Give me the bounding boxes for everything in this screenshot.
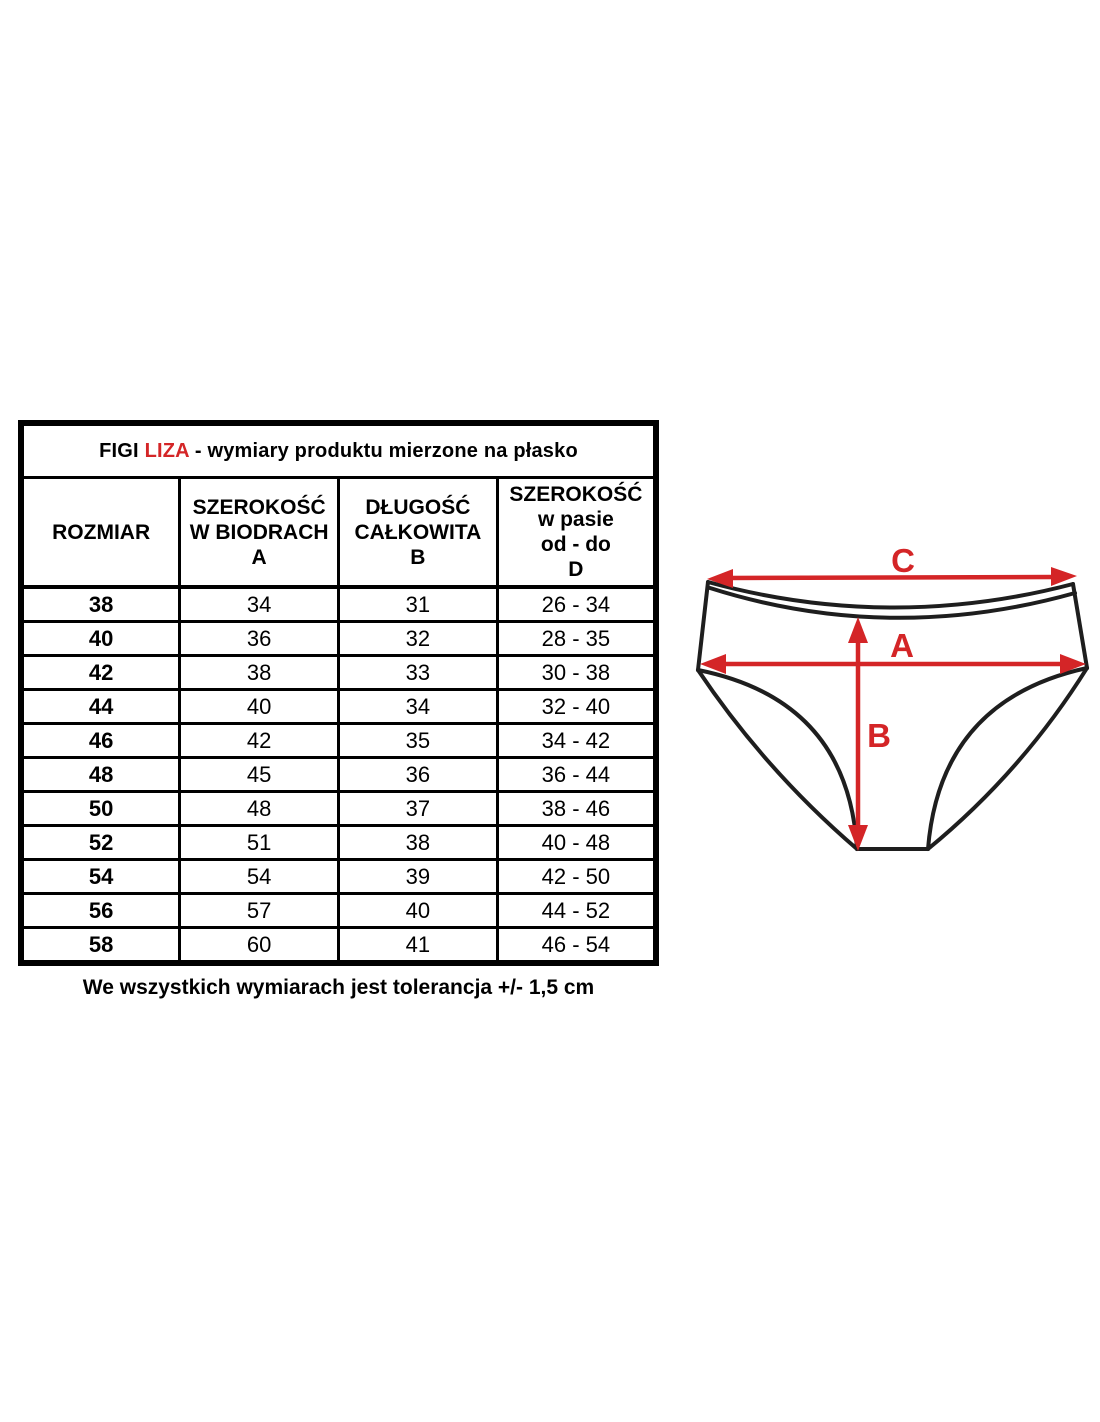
measurement-cell: 36 - 44 [497,758,656,792]
header-line: B [410,545,426,569]
product-name-label: LIZA [144,439,190,462]
measurement-cell: 41 [339,928,498,964]
size-cell: 50 [21,792,180,826]
header-line: ROZMIAR [52,520,151,544]
measurement-cell: 32 - 40 [497,690,656,724]
size-cell: 40 [21,622,180,656]
size-cell: 56 [21,894,180,928]
panties-outline [698,582,1087,849]
measurement-cell: 51 [180,826,339,860]
product-type-label: FIGI [99,439,139,462]
size-row-46 [21,724,656,758]
measurement-arrow-c [707,542,1077,588]
size-row-44 [21,690,656,724]
header-line: D [568,558,584,581]
size-row-38 [21,587,656,622]
table-header-row [21,478,656,588]
measurement-cell: 33 [339,656,498,690]
measurement-cell: 42 - 50 [497,860,656,894]
measurement-cell: 36 [339,758,498,792]
header-line: DŁUGOŚĆ [365,495,471,519]
measurement-cell: 34 [180,587,339,622]
measurement-cell: 39 [339,860,498,894]
size-row-40 [21,622,656,656]
size-cell: 42 [21,656,180,690]
size-cell: 48 [21,758,180,792]
header-line: SZEROKOŚĆ [192,495,326,519]
header-line: w pasie [537,508,614,531]
measurement-cell: 26 - 34 [497,587,656,622]
header-line: W BIODRACH [189,520,329,544]
label-c: C [891,542,915,579]
header-line: SZEROKOŚĆ [509,483,643,506]
measurement-cell: 38 [180,656,339,690]
measurement-cell: 46 - 54 [497,928,656,964]
waistband-bottom-edge [710,588,1075,618]
measurement-cell: 30 - 38 [497,656,656,690]
label-b: B [867,717,891,754]
measurement-cell: 34 [339,690,498,724]
measurement-cell: 60 [180,928,339,964]
measurement-cell: 40 [339,894,498,928]
column-header-szerokosc-w-biodrach [180,478,339,588]
size-row-50 [21,792,656,826]
measurement-cell: 40 - 48 [497,826,656,860]
measurement-cell: 28 - 35 [497,622,656,656]
column-header-szerokosc-w-pasie [497,478,656,588]
measurement-cell: 38 [339,826,498,860]
header-line: od - do [540,533,611,556]
title-description: - wymiary produktu mierzone na płasko [194,439,578,462]
table-title [21,423,656,478]
table-title-row [21,423,656,478]
measurement-cell: 38 - 46 [497,792,656,826]
measurement-cell: 48 [180,792,339,826]
size-cell: 54 [21,860,180,894]
right-leg-opening [928,668,1087,849]
size-row-56 [21,894,656,928]
table-body [21,587,656,963]
measurement-cell: 57 [180,894,339,928]
measurement-cell: 45 [180,758,339,792]
measurement-cell: 34 - 42 [497,724,656,758]
size-row-58 [21,928,656,964]
measurement-cell: 40 [180,690,339,724]
header-line: CAŁKOWITA [354,520,482,544]
size-chart-table [18,420,659,966]
column-header-rozmiar [21,478,180,588]
size-cell: 44 [21,690,180,724]
measurement-cell: 44 - 52 [497,894,656,928]
left-side-edge [698,582,708,670]
measurement-cell: 35 [339,724,498,758]
column-header-dlugosc-calkowita [339,478,498,588]
measurement-arrow-a [700,627,1086,674]
measurement-cell: 37 [339,792,498,826]
panties-measurement-diagram [688,542,1098,860]
size-row-52 [21,826,656,860]
measurement-cell: 32 [339,622,498,656]
size-row-42 [21,656,656,690]
size-cell: 52 [21,826,180,860]
size-row-54 [21,860,656,894]
header-line: A [251,545,267,569]
size-row-48 [21,758,656,792]
measurement-cell: 54 [180,860,339,894]
tolerance-note: We wszystkich wymiarach jest tolerancja +/- 1,5 cm [82,976,595,999]
measurement-cell: 36 [180,622,339,656]
size-cell: 38 [21,587,180,622]
left-leg-opening [698,670,857,849]
size-cell: 46 [21,724,180,758]
size-cell: 58 [21,928,180,964]
right-side-edge [1073,584,1087,668]
label-a: A [890,627,914,664]
measurement-cell: 31 [339,587,498,622]
measurement-cell: 42 [180,724,339,758]
